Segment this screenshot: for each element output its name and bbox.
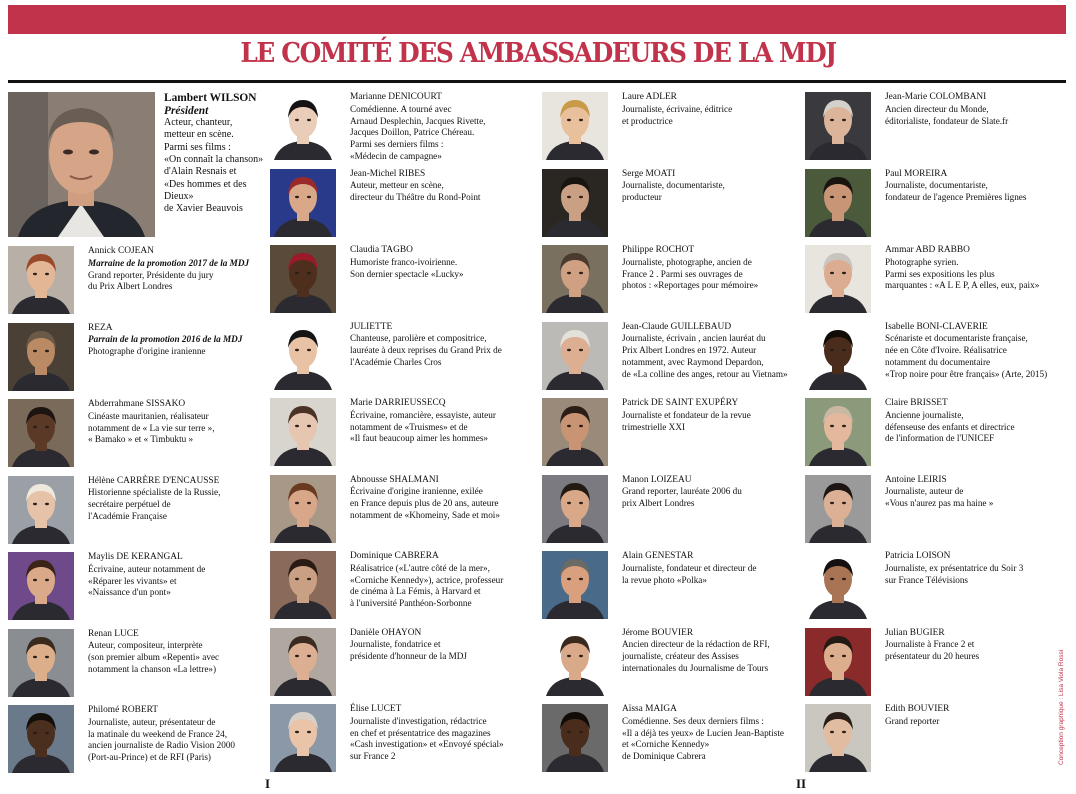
ambassador-description: Journaliste, fondateur et directeur de la revue photo «Polka»	[622, 562, 757, 585]
ambassador-name: Philippe ROCHOT	[622, 245, 695, 255]
ambassador-info	[885, 92, 1070, 127]
portrait-photo	[270, 322, 336, 390]
ambassador-card	[542, 398, 804, 472]
ambassador-info	[88, 323, 273, 358]
portrait-photo	[8, 552, 74, 620]
ambassador-info	[350, 551, 535, 610]
portrait-photo	[270, 704, 336, 772]
ambassador-info	[622, 322, 807, 381]
ambassador-description: Journaliste, auteur, présentateur de la matinale du weekend de France 24, ancien journaliste de Radio Vision 2000 (Port-au-Prince) et de RFI (Paris)	[88, 716, 236, 763]
ambassador-card	[270, 551, 532, 625]
ambassador-info	[88, 705, 273, 764]
ambassador-name: Abnousse SHALMANI	[350, 474, 439, 485]
ambassador-info	[622, 475, 807, 510]
ambassador-description: Journaliste, écrivaine, éditrice et productrice	[622, 103, 733, 126]
portrait-photo	[805, 92, 871, 160]
portrait-photo	[542, 245, 608, 313]
portrait-photo	[805, 628, 871, 696]
ambassador-info	[88, 246, 273, 293]
ambassador-name: Marie DARRIEUSSECQ	[350, 398, 446, 408]
ambassador-info	[88, 552, 273, 599]
ambassador-info	[350, 92, 535, 163]
ambassador-card	[805, 398, 1067, 472]
ambassador-name: Ammar ABD RABBO	[885, 245, 970, 255]
ambassador-name: Jean-Marie COLOMBANI	[885, 92, 987, 102]
ambassador-description: Grand reporter	[885, 715, 940, 726]
ambassador-name: Élise LUCET	[350, 704, 402, 714]
portrait-photo	[805, 475, 871, 543]
ambassador-description: Écrivaine d'origine iranienne, exilée en France depuis plus de 20 ans, auteure notamment de «Khomeiny, Sade et moi»	[350, 486, 500, 520]
ambassador-info	[622, 551, 807, 586]
ambassador-name: Jean-Michel RIBES	[350, 168, 426, 179]
page-number-left: I	[265, 776, 271, 791]
ambassador-info	[350, 322, 535, 369]
ambassador-info	[350, 628, 535, 663]
portrait-photo	[542, 398, 608, 466]
ambassador-description: Comédienne. Ses deux derniers films : «Il a déjà tes yeux» de Lucien Jean-Baptiste et «Corniche Kennedy» de Dominique Cabrera	[622, 715, 784, 762]
ambassador-name: Marianne DENICOURT	[350, 92, 442, 102]
ambassador-card	[8, 705, 270, 779]
ambassador-description: Ancienne journaliste, défenseuse des enfants et directrice de l'information de l'UNICEF	[885, 409, 1015, 444]
ambassador-card	[8, 629, 270, 703]
ambassador-name: Maylis DE KERANGAL	[88, 552, 183, 562]
ambassador-description: Grand reporter, Présidente du jury du Prix Albert Londres	[88, 269, 214, 292]
ambassador-card	[8, 476, 270, 550]
ambassador-info	[885, 475, 1070, 510]
portrait-photo	[8, 705, 74, 773]
portrait-photo	[805, 551, 871, 619]
ambassador-card	[805, 704, 1067, 778]
ambassador-description: Auteur, compositeur, interprète (son premier album «Repenti» avec notamment la chanson «La lettre»)	[88, 640, 220, 674]
portrait-photo	[542, 704, 608, 772]
design-credit: Conception graphique : Lisa Viola Rossi	[1058, 649, 1065, 765]
ambassador-info	[350, 704, 535, 763]
ambassador-description: Photographe syrien. Parmi ses expositions les plus marquantes : «A L E P, A elles, eux, paix»	[885, 256, 1040, 291]
portrait-photo	[8, 476, 74, 544]
ambassador-description: Journaliste, auteur de «Vous n'aurez pas ma haine »	[885, 486, 994, 509]
portrait-photo	[805, 245, 871, 313]
ambassador-description: Chanteuse, parolière et compositrice, lauréate à deux reprises du Grand Prix de l'Académie Charles Cros	[350, 333, 502, 367]
ambassador-info	[885, 245, 1070, 292]
page-title: LE COMITÉ DES AMBASSADEURS DE LA MDJ	[240, 38, 836, 69]
ambassador-card	[542, 704, 804, 778]
ambassador-name: Claudia TAGBO	[350, 245, 413, 255]
ambassador-info	[622, 245, 807, 292]
portrait-photo	[542, 322, 608, 390]
president-photo	[8, 92, 155, 237]
ambassador-info	[350, 169, 535, 204]
portrait-photo	[270, 245, 336, 313]
ambassador-description: Auteur, metteur en scène, directeur du Théâtre du Rond-Point	[350, 180, 481, 203]
ambassador-info	[622, 92, 807, 127]
ambassador-card	[270, 475, 532, 549]
ambassador-info	[88, 399, 273, 446]
portrait-photo	[270, 628, 336, 696]
ambassador-name: Aïssa MAIGA	[622, 704, 677, 714]
ambassador-card	[805, 322, 1067, 396]
ambassador-name: Hélène CARRÈRE D'ENCAUSSE	[88, 475, 220, 486]
ambassador-card	[270, 322, 532, 396]
ambassador-info	[885, 169, 1070, 204]
portrait-photo	[542, 551, 608, 619]
ambassador-card	[542, 245, 804, 319]
ambassador-card	[542, 92, 804, 166]
ambassador-info	[622, 169, 807, 204]
ambassador-card	[8, 399, 270, 473]
ambassador-name: Claire BRISSET	[885, 398, 948, 408]
ambassador-description: Ancien directeur de la rédaction de RFI, journaliste, créateur des Assises internationales du Journalisme de Tours	[622, 639, 770, 673]
ambassador-card	[805, 92, 1067, 166]
ambassador-info	[885, 551, 1070, 586]
ambassador-name: Jean-Claude GUILLEBAUD	[622, 321, 732, 332]
ambassador-description: Journaliste, écrivain , ancien lauréat du Prix Albert Londres en 1972. Auteur notamment, avec Raymond Depardon, de «La colline des anges, retour au Vietnam»	[622, 333, 788, 379]
ambassador-description: Historienne spécialiste de la Russie, secrétaire perpétuel de l'Académie Française	[88, 487, 221, 521]
ambassador-card	[8, 552, 270, 626]
ambassador-name: Danièle OHAYON	[350, 627, 422, 638]
ambassador-info	[350, 398, 535, 445]
ambassador-description: Écrivaine, auteur notamment de «Réparer les vivants» et «Naissance d'un pont»	[88, 563, 206, 598]
ambassador-card	[805, 169, 1067, 243]
ambassador-description: Journaliste, fondatrice et présidente d'honneur de la MDJ	[350, 639, 467, 662]
ambassador-info	[88, 476, 273, 523]
ambassador-name: Patrick DE SAINT EXUPÉRY	[622, 398, 739, 408]
ambassador-info	[622, 398, 807, 433]
ambassador-role: Parrain de la promotion 2016 de la MDJ	[88, 334, 243, 345]
ambassador-card	[542, 169, 804, 243]
ambassador-info	[885, 398, 1070, 445]
ambassador-description: Écrivaine, romancière, essayiste, auteur notamment de «Truismes» et de «Il faut beaucoup aimer les hommes»	[350, 409, 496, 444]
ambassador-card	[8, 246, 270, 320]
ambassador-description: Journaliste d'investigation, rédactrice en chef et présentatrice des magazines «Cash investigation» et «Envoyé spécial» sur France 2	[350, 715, 504, 762]
ambassador-name: REZA	[88, 322, 113, 333]
ambassador-name: Dominique CABRERA	[350, 551, 439, 561]
ambassador-name: Julian BUGIER	[885, 627, 945, 638]
ambassador-card	[270, 628, 532, 702]
ambassador-card	[270, 92, 532, 166]
ambassador-description: Réalisatrice («L'autre côté de la mer», «Corniche Kennedy»), actrice, professeur de cinéma à La Fémis, à Harvard et à l'université Panthéon-Sorbonne	[350, 562, 504, 609]
portrait-photo	[270, 475, 336, 543]
portrait-photo	[542, 92, 608, 160]
ambassador-description: Humoriste franco-ivoirienne. Son dernier spectacle «Lucky»	[350, 256, 464, 279]
portrait-photo	[8, 323, 74, 391]
ambassador-description: Comédienne. A tourné avec Arnaud Desplechin, Jacques Rivette, Jacques Doillon, Patrice Chéreau. Parmi ses derniers films : «Médecin de campagne»	[350, 103, 486, 161]
ambassador-card	[805, 475, 1067, 549]
ambassador-info	[622, 704, 807, 763]
portrait-photo	[8, 399, 74, 467]
ambassador-name: Philomé ROBERT	[88, 705, 159, 715]
ambassador-info	[885, 704, 1070, 728]
ambassador-card	[805, 245, 1067, 319]
president-info	[164, 92, 276, 216]
portrait-photo	[270, 398, 336, 466]
ambassador-card	[8, 323, 270, 397]
ambassador-card	[270, 245, 532, 319]
title-rule	[8, 80, 1066, 83]
ambassador-card	[270, 704, 532, 778]
ambassador-card	[270, 398, 532, 472]
header-band	[8, 5, 1066, 34]
ambassador-name: JULIETTE	[350, 321, 393, 332]
ambassador-card	[542, 628, 804, 702]
portrait-photo	[270, 551, 336, 619]
ambassador-card	[270, 169, 532, 243]
ambassador-card	[542, 475, 804, 549]
president-card	[8, 92, 270, 240]
ambassador-info	[350, 475, 535, 522]
ambassador-name: Edith BOUVIER	[885, 704, 950, 714]
ambassador-name: Alain GENESTAR	[622, 551, 694, 561]
ambassador-name: Jérome BOUVIER	[622, 627, 694, 638]
portrait-photo	[542, 169, 608, 237]
ambassador-description: Ancien directeur du Monde, éditorialiste, fondateur de Slate.fr	[885, 103, 1009, 126]
portrait-photo	[805, 704, 871, 772]
ambassador-card	[805, 551, 1067, 625]
ambassador-info	[885, 628, 1070, 663]
portrait-photo	[270, 92, 336, 160]
page-number-right: II	[796, 776, 807, 791]
ambassador-name: Antoine LEIRIS	[885, 474, 947, 485]
ambassador-info	[885, 322, 1070, 381]
ambassador-info	[88, 629, 273, 676]
portrait-photo	[805, 169, 871, 237]
ambassador-name: Laure ADLER	[622, 92, 677, 102]
portrait-photo	[805, 398, 871, 466]
ambassador-name: Manon LOIZEAU	[622, 474, 692, 485]
ambassador-name: Paul MOREIRA	[885, 168, 948, 179]
ambassador-description: Photographe d'origine iranienne	[88, 346, 206, 357]
ambassador-description: Scénariste et documentariste française, née en Côte d'Ivoire. Réalisatrice notamment du documentaire «Trop noire pour être français» (Arte, 2015)	[885, 333, 1048, 379]
portrait-photo	[8, 246, 74, 314]
portrait-photo	[270, 169, 336, 237]
ambassador-description: Journaliste, photographe, ancien de France 2 . Parmi ses ouvrages de photos : «Reportages pour mémoire»	[622, 256, 759, 291]
ambassador-role: Marraine de la promotion 2017 de la MDJ	[88, 257, 250, 268]
ambassador-name: Abderrahmane SISSAKO	[88, 399, 186, 409]
ambassador-description: Journaliste à France 2 et présentateur du 20 heures	[885, 639, 980, 662]
ambassador-description: Grand reporter, lauréate 2006 du prix Albert Londres	[622, 486, 742, 509]
ambassador-name: Renan LUCE	[88, 628, 139, 639]
portrait-photo	[8, 629, 74, 697]
ambassador-info	[622, 628, 807, 675]
ambassador-card	[805, 628, 1067, 702]
ambassador-description: Journaliste et fondateur de la revue trimestrielle XXI	[622, 409, 751, 432]
ambassador-description: Journaliste, ex présentatrice du Soir 3 sur France Télévisions	[885, 562, 1024, 585]
ambassador-description: Journaliste, documentariste, producteur	[622, 180, 725, 203]
ambassador-name: Patricia LOISON	[885, 551, 951, 561]
ambassador-name: Serge MOATI	[622, 168, 676, 179]
ambassador-description: Cinéaste mauritanien, réalisateur notamment de « La vie sur terre », « Bamako » et « Timbuktu »	[88, 410, 215, 445]
ambassador-name: Annick COJEAN	[88, 246, 154, 256]
ambassador-card	[542, 551, 804, 625]
ambassador-description: Journaliste, documentariste, fondateur de l'agence Premières lignes	[885, 180, 1027, 203]
ambassador-info	[350, 245, 535, 280]
president-description: Acteur, chanteur, metteur en scène. Parmi ses films : «On connaît la chanson» d'Alain Resnais et «Des hommes et des Dieux» de Xavier Beauvois	[164, 117, 264, 215]
president-role: Président	[164, 104, 209, 117]
portrait-photo	[542, 628, 608, 696]
portrait-photo	[542, 475, 608, 543]
ambassador-name: Isabelle BONI-CLAVERIE	[885, 321, 988, 332]
president-name: Lambert WILSON	[164, 92, 257, 104]
ambassador-card	[542, 322, 804, 396]
portrait-photo	[805, 322, 871, 390]
